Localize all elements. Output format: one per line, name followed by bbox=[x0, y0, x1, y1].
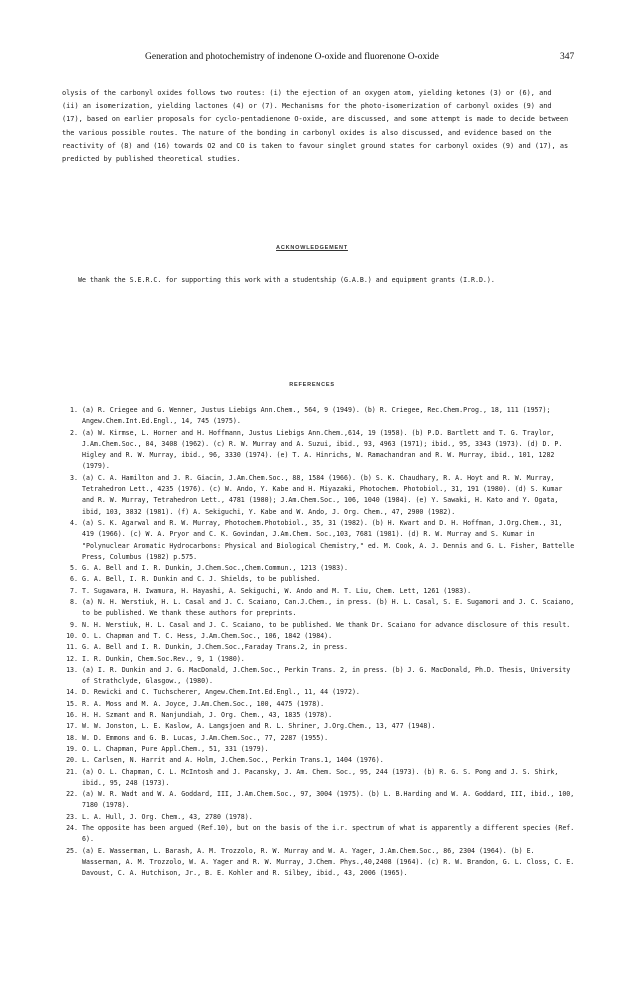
reference-item bbox=[62, 597, 577, 620]
reference-text: W. W. Jonston, L. E. Kaslow, A. Langsjoen and R. L. Shriner, J.Org.Chem., 13, 477 (1948). bbox=[82, 722, 436, 731]
reference-item bbox=[62, 755, 577, 766]
reference-item bbox=[62, 789, 577, 812]
reference-number: 8. bbox=[70, 598, 78, 607]
reference-text: The opposite has been argued (Ref.10), but on the basis of the i.r. spectrum of what is apparently a different species (Ref. 6). bbox=[82, 823, 575, 844]
reference-text: H. H. Szmant and R. Nanjundiah, J. Org. Chem., 43, 1835 (1978). bbox=[82, 711, 333, 720]
acknowledgement-text: We thank the S.E.R.C. for supporting this work with a studentship (G.A.B.) and equipment grants (I.R.D.). bbox=[78, 276, 495, 284]
running-title: Generation and photochemistry of indenone O-oxide and fluorenone O-oxide bbox=[145, 52, 439, 62]
reference-text: (a) O. L. Chapman, C. L. McIntosh and J. Pacansky, J. Am. Chem. Soc., 95, 244 (1973). (b) R. G. S. Pong and J. S. Shirk, ibid., 95, 248 (1973). bbox=[82, 767, 559, 787]
reference-item bbox=[62, 687, 577, 698]
reference-text: R. A. Moss and M. A. Joyce, J.Am.Chem.Soc., 100, 4475 (1978). bbox=[82, 699, 325, 708]
reference-text: (a) S. K. Agarwal and R. W. Murray, Photochem.Photobiol., 35, 31 (1982). (b) H. Kwart and D. H. Hoffman, J.Org.Chem., 31, 419 (1966). (c) W. A. Pryor and C. K. Govindan, J.Am.Chem. Soc.,103, 7681 (1981). (d) R. W. Murray and S. Kumar in "Polynuclear Aromatic Hydrocarbons: Physical and Biological Chemistry," ed. M. Cook, A. J. Dennis and G. L. Fisher, Battelle Press, Columbus (1982) p.575. bbox=[82, 518, 575, 561]
reference-item bbox=[62, 733, 577, 744]
reference-number: 7. bbox=[70, 586, 78, 595]
reference-item bbox=[62, 428, 577, 473]
reference-text: (a) E. Wasserman, L. Barash, A. M. Trozzolo, R. W. Murray and W. A. Yager, J.Am.Chem.Soc., 86, 2304 (1964). (b) E. Wasserman, A. M. Trozzolo, W. A. Yager and R. W. Murray, J.Chem. Phys.,40,2408 (1964). (c) R. W. Brandon, G. L. Closs, C. E. Davoust, C. A. Hutchison, Jr., B. E. Kohler and R. Silbey, ibid., 43, 2006 (1965). bbox=[82, 846, 575, 878]
reference-number: 3. bbox=[70, 473, 78, 482]
reference-number: 24. bbox=[66, 823, 78, 832]
reference-text: D. Rewicki and C. Tuchscherer, Angew.Chem.Int.Ed.Engl., 11, 44 (1972). bbox=[82, 688, 360, 697]
reference-number: 10. bbox=[66, 631, 78, 640]
reference-item bbox=[62, 721, 577, 732]
reference-item bbox=[62, 620, 577, 631]
reference-text: (a) N. H. Werstiuk, H. L. Casal and J. C. Scaiano, Can.J.Chem., in press. (b) H. L. Casal, S. E. Sugamori and J. C. Scaiano, to be published. We thank these authors for preprints. bbox=[82, 598, 575, 618]
reference-number: 13. bbox=[66, 665, 78, 674]
reference-number: 14. bbox=[66, 688, 78, 697]
reference-item bbox=[62, 710, 577, 721]
reference-item bbox=[62, 563, 577, 574]
page-number: 347 bbox=[560, 52, 575, 62]
reference-text: (a) W. Kirmse, L. Horner and H. Hoffmann, Justus Liebigs Ann.Chem.,614, 19 (1958). (b) P.D. Bartlett and T. G. Traylor, J.Am.Chem.Soc., 84, 3408 (1962). (c) R. W. Murray and A. Suzui, ibid., 93, 4963 (1971); ibid., 95, 3343 (1973). (d) D. P. Higley and R. W. Murray, ibid., 96, 3330 (1974). (e) T. A. Hinrichs, W. Ramachandran and R. W. Murray, ibid., 101, 1282 (1979). bbox=[82, 428, 563, 471]
reference-number: 5. bbox=[70, 564, 78, 573]
reference-text: (a) W. R. Wadt and W. A. Goddard, III, J.Am.Chem.Soc., 97, 3004 (1975). (b) L. B.Harding and W. A. Goddard, III, ibid., 100, 7180 (1978). bbox=[82, 790, 575, 810]
reference-text: G. A. Bell and I. R. Dunkin, J.Chem.Soc.,Faraday Trans.2, in press. bbox=[82, 643, 348, 652]
references-heading: REFERENCES bbox=[289, 382, 335, 388]
reference-item bbox=[62, 744, 577, 755]
reference-item bbox=[62, 846, 577, 880]
acknowledgement-section bbox=[62, 275, 572, 286]
acknowledgement-heading: ACKNOWLEDGEMENT bbox=[276, 245, 348, 251]
reference-number: 4. bbox=[70, 518, 78, 527]
reference-number: 22. bbox=[66, 790, 78, 799]
reference-item bbox=[62, 699, 577, 710]
reference-item bbox=[62, 574, 577, 585]
reference-item bbox=[62, 812, 577, 823]
reference-item bbox=[62, 823, 577, 846]
reference-number: 2. bbox=[70, 428, 78, 437]
reference-text: (a) C. A. Hamilton and J. R. Giacin, J.Am.Chem.Soc., 88, 1584 (1966). (b) S. K. Chaudhary, R. A. Hoyt and R. W. Murray, Tetrahedron Lett., 4235 (1976). (c) W. Ando, Y. Kabe and H. Miyazaki, Photochem. Photobiol., 31, 191 (1980). (d) S. Kumar and R. W. Murray, Tetrahedron Lett., 4781 (1980); J.Am.Chem.Soc., 106, 1040 (1984). (e) Y. Sawaki, H. Kato and Y. Ogata, ibid, 103, 3832 (1981). (f) A. Sekiguchi, Y. Kabe and W. Ando, J. Org. Chem., 47, 2900 (1982). bbox=[82, 473, 563, 516]
page-header bbox=[0, 52, 624, 68]
reference-item bbox=[62, 654, 577, 665]
reference-number: 23. bbox=[66, 812, 78, 821]
reference-number: 17. bbox=[66, 722, 78, 731]
reference-text: T. Sugawara, H. Iwamura, H. Hayashi, A. Sekiguchi, W. Ando and M. T. Liu, Chem. Lett, 1261 (1983). bbox=[82, 586, 472, 595]
reference-item bbox=[62, 767, 577, 790]
reference-item bbox=[62, 518, 577, 563]
reference-number: 18. bbox=[66, 733, 78, 742]
reference-item bbox=[62, 473, 577, 518]
reference-text: O. L. Chapman and T. C. Hess, J.Am.Chem.Soc., 106, 1842 (1984). bbox=[82, 631, 333, 640]
reference-item bbox=[62, 405, 577, 428]
reference-item bbox=[62, 631, 577, 642]
reference-text: I. R. Dunkin, Chem.Soc.Rev., 9, 1 (1980). bbox=[82, 654, 245, 663]
reference-text: G. A. Bell and I. R. Dunkin, J.Chem.Soc.,Chem.Commun., 1213 (1983). bbox=[82, 564, 348, 573]
reference-number: 9. bbox=[70, 620, 78, 629]
reference-text: W. D. Emmons and G. B. Lucas, J.Am.Chem.Soc., 77, 2287 (1955). bbox=[82, 733, 329, 742]
reference-number: 19. bbox=[66, 744, 78, 753]
reference-text: (a) R. Criegee and G. Wenner, Justus Liebigs Ann.Chem., 564, 9 (1949). (b) R. Criegee, Rec.Chem.Prog., 18, 111 (1957); Angew.Chem.Int.Ed.Engl., 14, 745 (1975). bbox=[82, 406, 551, 426]
reference-number: 25. bbox=[66, 846, 78, 855]
abstract-continuation bbox=[62, 87, 572, 166]
reference-number: 12. bbox=[66, 654, 78, 663]
reference-item bbox=[62, 642, 577, 653]
reference-number: 21. bbox=[66, 767, 78, 776]
reference-number: 6. bbox=[70, 575, 78, 584]
reference-text: L. Carlsen, N. Harrit and A. Holm, J.Chem.Soc., Perkin Trans.1, 1404 (1976). bbox=[82, 756, 384, 765]
reference-text: N. H. Werstiuk, H. L. Casal and J. C. Scaiano, to be published. We thank Dr. Scaiano for advance disclosure of this result. bbox=[82, 620, 571, 629]
reference-text: G. A. Bell, I. R. Dunkin and C. J. Shields, to be published. bbox=[82, 575, 321, 584]
reference-text: L. A. Hull, J. Org. Chem., 43, 2780 (1978). bbox=[82, 812, 253, 821]
reference-number: 20. bbox=[66, 756, 78, 765]
reference-text: O. L. Chapman, Pure Appl.Chem., 51, 331 (1979). bbox=[82, 744, 269, 753]
reference-item bbox=[62, 586, 577, 597]
reference-number: 11. bbox=[66, 643, 78, 652]
intro-paragraph: olysis of the carbonyl oxides follows two routes: (i) the ejection of an oxygen atom, yielding ketones (3) or (6), and (ii) an isomerization, yielding lactones (4) or (7). Mechanisms for the photo-isomerization of carbonyl oxides (9) and (17), based on earlier proposals for cyclo-pentadienone O-oxide, are discussed, and some attempt is made to decide between the various possible routes. The nature of the bonding in carbonyl oxides is also discussed, and evidence based on the reactivity of (8) and (16) towards O2 and CO is taken to favour singlet ground states for carbonyl oxides (9) and (17), as predicted by published theoretical studies. bbox=[62, 89, 569, 164]
reference-text: (a) I. R. Dunkin and J. G. MacDonald, J.Chem.Soc., Perkin Trans. 2, in press. (b) J. G. MacDonald, Ph.D. Thesis, University of Strathclyde, Glasgow., (1980). bbox=[82, 665, 571, 686]
reference-number: 1. bbox=[70, 406, 78, 414]
references-list bbox=[62, 405, 577, 879]
reference-item bbox=[62, 665, 577, 688]
reference-number: 16. bbox=[66, 711, 78, 720]
reference-number: 15. bbox=[66, 699, 78, 708]
